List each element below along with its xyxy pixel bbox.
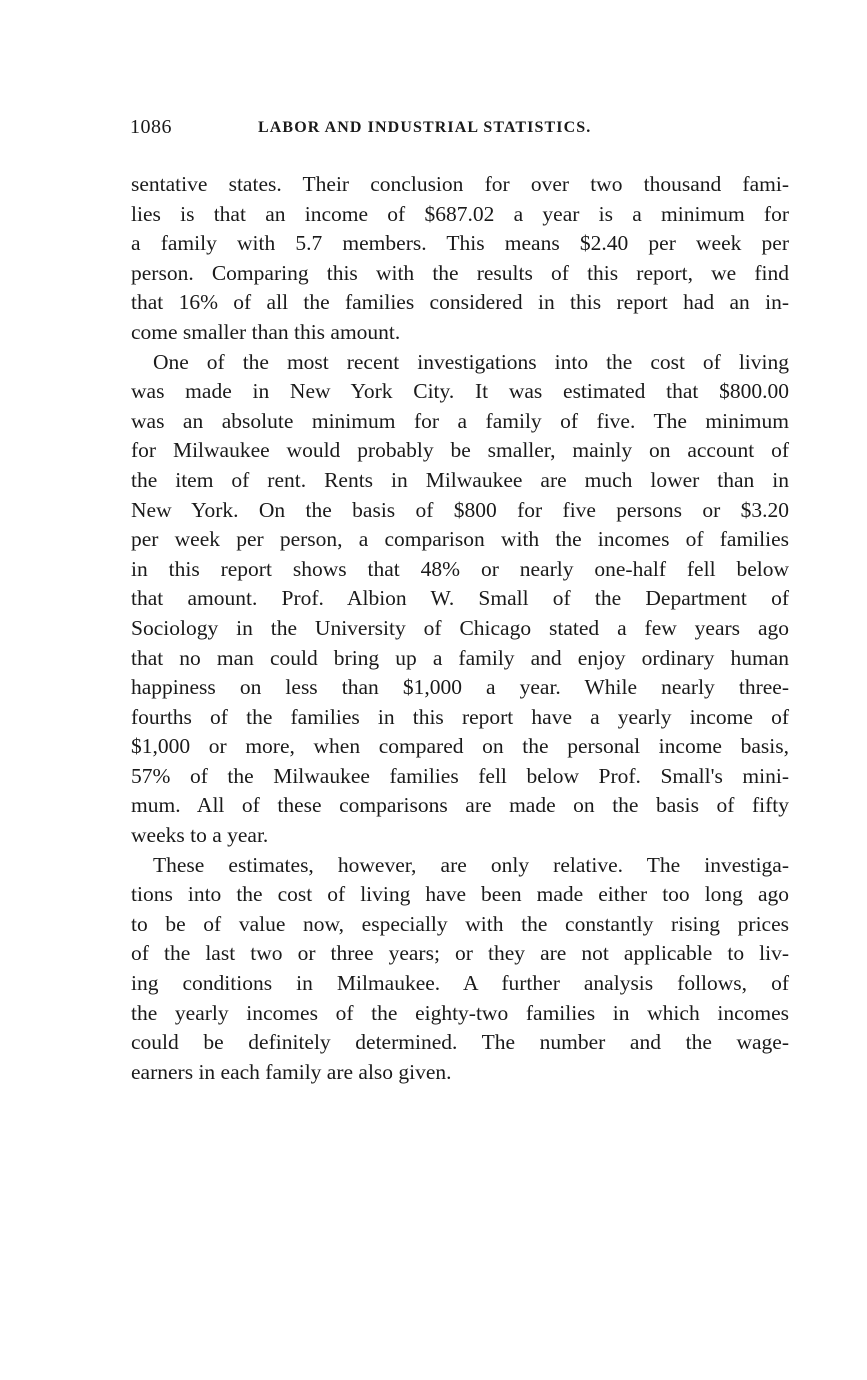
text-line: One of the most recent investigations into the cost of living [153, 349, 789, 374]
text-line: of the last two or three years; or they are not applicable to liv- [131, 941, 789, 966]
text-line: in this report shows that 48% or nearly one-half fell below [131, 556, 789, 581]
text-line: 57% of the Milwaukee families fell below Prof. Small's mini- [131, 763, 789, 788]
text-line: could be definitely determined. The number and the wage- [131, 1030, 789, 1055]
text-line: a family with 5.7 members. This means $2.40 per week per [131, 231, 789, 256]
page-number: 1086 [130, 116, 172, 138]
text-line: lies is that an income of $687.02 a year is a minimum for [131, 201, 789, 226]
paragraph [131, 170, 789, 348]
paragraph [131, 851, 789, 1088]
text-line: mum. All of these comparisons are made on the basis of fifty [131, 793, 789, 818]
text-line: was made in New York City. It was estimated that $800.00 [131, 379, 789, 404]
text-line: Sociology in the University of Chicago stated a few years ago [131, 615, 789, 640]
text-line: sentative states. Their conclusion for over two thousand fami- [131, 172, 789, 196]
text-line: to be of value now, especially with the constantly rising prices [131, 911, 789, 936]
text-line: New York. On the basis of $800 for five persons or $3.20 [131, 497, 789, 522]
text-line: earners in each family are also given. [131, 1059, 452, 1084]
running-head [130, 116, 790, 142]
text-line: fourths of the families in this report have a yearly income of [131, 704, 789, 729]
body-text [131, 170, 789, 1087]
text-line: weeks to a year. [131, 823, 269, 848]
text-line: These estimates, however, are only relative. The investiga- [153, 852, 789, 877]
text-line: per week per person, a comparison with the incomes of families [131, 527, 789, 552]
text-line: was an absolute minimum for a family of five. The minimum [131, 408, 789, 433]
text-line: the item of rent. Rents in Milwaukee are much lower than in [131, 467, 789, 492]
running-title: LABOR AND INDUSTRIAL STATISTICS. [258, 119, 592, 136]
text-line: for Milwaukee would probably be smaller, mainly on account of [131, 438, 789, 463]
text-line: that no man could bring up a family and enjoy ordinary human [131, 645, 789, 670]
text-line: the yearly incomes of the eighty-two families in which incomes [131, 1000, 789, 1025]
text-line: that amount. Prof. Albion W. Small of the Department of [131, 586, 789, 611]
paragraph [131, 348, 789, 851]
text-line: happiness on less than $1,000 a year. While nearly three- [131, 675, 789, 700]
text-line: that 16% of all the families considered in this report had an in- [131, 290, 789, 315]
text-line: person. Comparing this with the results of this report, we find [131, 260, 789, 285]
text-line: tions into the cost of living have been made either too long ago [131, 882, 789, 907]
text-line: ing conditions in Milmaukee. A further analysis follows, of [131, 971, 789, 996]
text-line: come smaller than this amount. [131, 319, 401, 344]
text-line: $1,000 or more, when compared on the personal income basis, [131, 734, 789, 759]
